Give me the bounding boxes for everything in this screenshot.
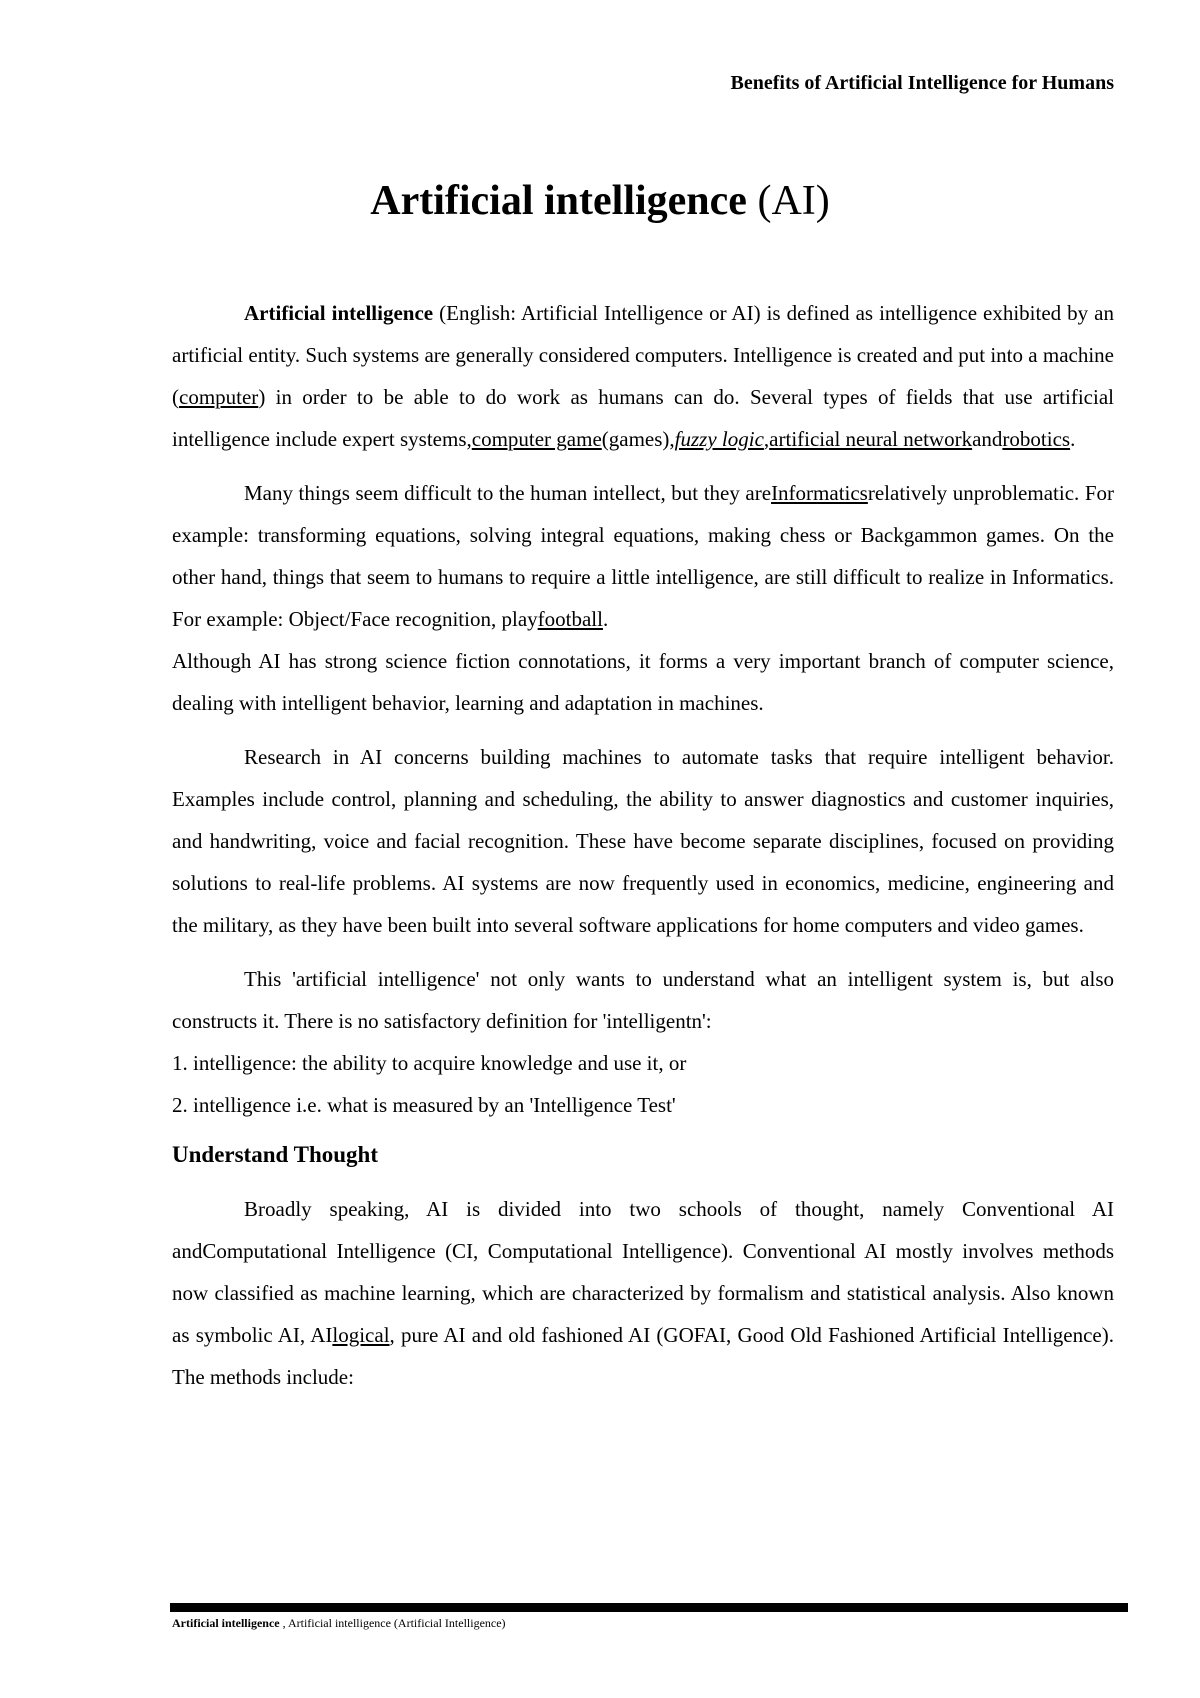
difficulty-text-3: . [602, 607, 609, 631]
section-heading: Understand Thought [172, 1142, 379, 1167]
document-body [172, 292, 1114, 1410]
intro-text-4: , [763, 427, 770, 451]
paragraph-intro [172, 292, 1114, 460]
footer-text [172, 1616, 506, 1631]
link-computer[interactable]: computer [179, 385, 259, 409]
title-main: Artificial intelligence [370, 178, 747, 224]
paragraph-science-fiction: Although AI has strong science fiction connotations, it forms a very important branch of computer science, dealing with intelligent behavior, learning and adaptation in machines. [172, 649, 1114, 715]
title-paren: (AI) [757, 178, 830, 224]
link-robotics[interactable]: robotics [1002, 427, 1071, 451]
intro-text-3: (games), [601, 427, 675, 451]
footer-rest: , Artificial intelligence (Artificial Intelligence) [279, 1616, 506, 1630]
paragraph-definition: This 'artificial intelligence' not only wants to understand what an intelligent system is, but also constructs it. There is no satisfactory definition for 'intelligentn': [172, 967, 1114, 1033]
intro-bold-lead: Artificial intelligence [244, 301, 434, 325]
difficulty-text-1: Many things seem difficult to the human intellect, but they are [244, 481, 772, 505]
link-informatics[interactable]: Informatics [771, 481, 868, 505]
footer-bold: Artificial intelligence [172, 1616, 280, 1630]
schools-text-2: , pure AI and old fashioned AI (GOFAI, Good Old Fashioned Artificial Intelligence). The methods include: [172, 1323, 1114, 1389]
intro-text-1: (English: Artificial Intelligence or AI) is defined as intelligence exhibited by an artificial entity. Such systems are generally considered computers. Intelligence is created and put into a machine ( [172, 301, 1115, 409]
link-computer-game[interactable]: computer game [471, 427, 602, 451]
list-item-2: 2. intelligence i.e. what is measured by an 'Intelligence Test' [172, 1093, 676, 1117]
paragraph-schools-of-thought [172, 1188, 1114, 1398]
schools-text-1: Broadly speaking, AI is divided into two schools of thought, namely Conventional AI andComputational Intelligence (CI, Computational Intelligence). Conventional AI mostly involves methods now classified as machine learning, which are characterized by formalism and statistical analysis. Also known as symbolic AI, AI [172, 1197, 1114, 1347]
list-item-1: 1. intelligence: the ability to acquire knowledge and use it, or [172, 1051, 687, 1075]
link-artificial-neural-network[interactable]: artificial neural network [769, 427, 973, 451]
difficulty-text-2: relatively unproblematic. For example: transforming equations, solving integral equations, making chess or Backgammon games. On the other hand, things that seem to humans to require a little intelligence, are still difficult to realize in Informatics. For example: Object/Face recognition, play [172, 481, 1114, 631]
intro-text-5: and [972, 427, 1003, 451]
link-football[interactable]: football [537, 607, 603, 631]
intro-text-6: . [1070, 427, 1076, 451]
running-header: Benefits of Artificial Intelligence for Humans [730, 72, 1114, 94]
link-fuzzy-logic[interactable]: fuzzy logic [674, 427, 764, 451]
link-logical[interactable]: logical [332, 1323, 390, 1347]
paragraph-research: Research in AI concerns building machines to automate tasks that require intelligent behavior. Examples include control, planning and scheduling, the ability to answer diagnostics and customer inquiries, and handwriting, voice and facial recognition. These have become separate disciplines, focused on providing solutions to real-life problems. AI systems are now frequently used in economics, medicine, engineering and the military, as they have been built into several software applications for home computers and video games. [172, 745, 1114, 937]
footer-rule [170, 1603, 1128, 1612]
page-title [0, 176, 1200, 226]
intro-text-2: ) in order to be able to do work as humans can do. Several types of fields that use artificial intelligence include expert systems, [172, 385, 1114, 451]
paragraph-difficulty [172, 472, 1114, 640]
